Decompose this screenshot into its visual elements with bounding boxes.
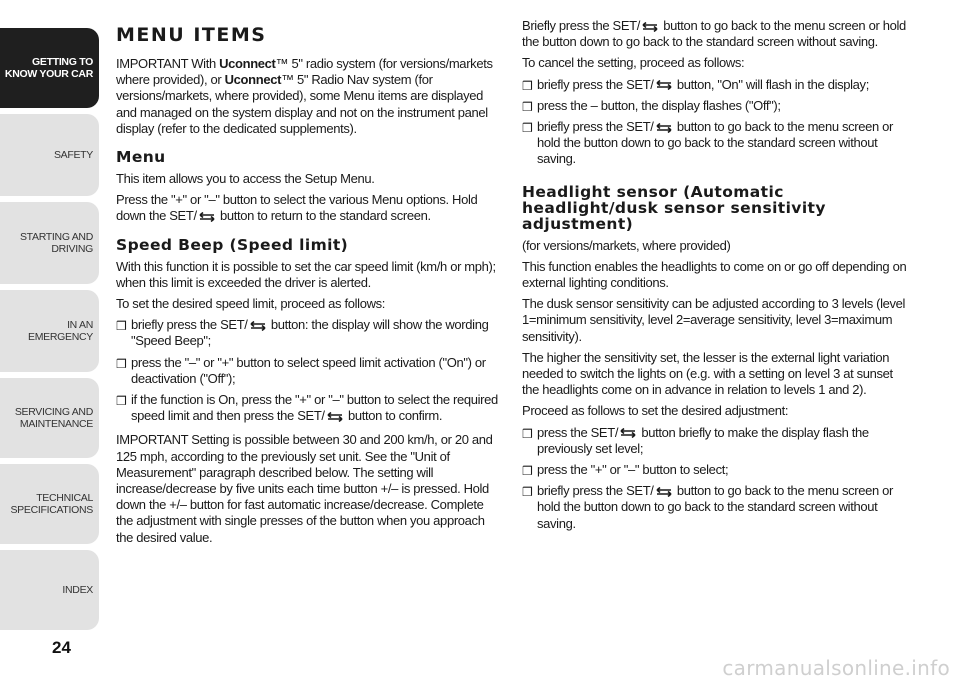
set-return-icon (640, 22, 660, 32)
tab-label: SAFETY (53, 149, 93, 161)
tab-starting-and-driving[interactable] (0, 202, 99, 284)
tab-label: INDEX (62, 584, 93, 596)
set-return-icon (654, 80, 674, 90)
headlight-sensor-heading: Headlight sensor (Automatic headlight/dusk sensor sensitivity adjustment) (522, 182, 826, 233)
paragraph: With this function it is possible to set the car speed limit (km/h or mph); when this limit is exceeded the driver is alerted. (116, 258, 496, 290)
set-return-icon (197, 212, 217, 222)
list-item: ❒ briefly press the SET/ button to go back to the menu screen or hold the button down to go back to the standard screen without saving. (522, 483, 894, 531)
checkbox-bullet-icon: ❒ (522, 121, 533, 136)
paragraph: Proceed as follows to set the desired adjustment: (522, 403, 789, 419)
tab-getting-to-know-your-car[interactable] (0, 28, 99, 108)
tab-label: IN AN EMERGENCY (28, 319, 93, 343)
checkbox-bullet-icon: ❒ (116, 394, 127, 409)
checkbox-bullet-icon: ❒ (522, 464, 533, 479)
watermark: carmanualsonline.info (722, 656, 950, 680)
list-item: ❒ briefly press the SET/ button: the display will show the wording "Speed Beep"; (116, 317, 489, 349)
checkbox-bullet-icon: ❒ (522, 485, 533, 500)
list-item: ❒ if the function is On, press the "+" or "–" button to select the required speed limit and then press the SET/ button to confirm. (116, 392, 498, 424)
paragraph: Briefly press the SET/ button to go back to the menu screen or hold the button down to go back to the standard screen without saving. (522, 18, 906, 50)
subheading-note: (for versions/markets, where provided) (522, 237, 731, 253)
checkbox-bullet-icon: ❒ (522, 78, 533, 93)
important-note: IMPORTANT Setting is possible between 30 and 200 km/h, or 20 and 125 mph, according to the previously set unit. See the "Unit of Measurement" paragraph described below. The setting will increase/decrease by five units each time button +/– is pressed. Hold down the +/– button for fast automatic increase/decrease. Complete the adjustment with single presses of the button when you approach the desired value. (116, 432, 493, 545)
checkbox-bullet-icon: ❒ (522, 426, 533, 441)
right-column (522, 18, 912, 537)
tab-label: GETTING TO KNOW YOUR CAR (4, 56, 93, 80)
set-return-icon (618, 428, 638, 438)
list-item: ❒ press the "+" or "–" button to select; (522, 462, 729, 479)
checkbox-bullet-icon: ❒ (116, 356, 127, 371)
checkbox-bullet-icon: ❒ (522, 99, 533, 114)
list-item: ❒ briefly press the SET/ button to go back to the menu screen or hold the button down to go back to the standard screen without saving. (522, 119, 894, 167)
left-column (116, 18, 500, 551)
set-return-icon (654, 123, 674, 133)
speed-beep-heading: Speed Beep (Speed limit) (116, 235, 349, 254)
tab-technical-specifications[interactable] (0, 464, 99, 544)
tab-label: SERVICING AND MAINTENANCE (14, 406, 93, 430)
paragraph: The dusk sensor sensitivity can be adjusted according to 3 levels (level 1=minimum sensitivity, level 2=average sensitivity, level 3=maximum sensitivity). (522, 296, 906, 344)
tab-safety[interactable] (0, 114, 99, 196)
checkbox-bullet-icon: ❒ (116, 319, 127, 334)
tab-index[interactable] (0, 550, 99, 630)
paragraph: Press the "+" or "–" button to select the various Menu options. Hold down the SET/ button to return to the standard screen. (116, 192, 478, 224)
tab-label: TECHNICAL SPECIFICATIONS (10, 492, 93, 516)
set-return-icon (248, 321, 268, 331)
section-title: MENU ITEMS (116, 24, 267, 46)
important-note: IMPORTANT With Uconnect™ 5" radio system (for versions/markets where provided), or Uconnect™ 5" Radio Nav system (for versions/markets, where provided), some Menu items are displayed and managed on the system display and not on the instrument panel display (refer to the dedicated supplements). (116, 56, 493, 136)
list-item: ❒ press the "–" or "+" button to select speed limit activation ("On") or deactivation ("Off"); (116, 354, 486, 386)
paragraph: This item allows you to access the Setup Menu. (116, 171, 375, 187)
paragraph: To cancel the setting, proceed as follows: (522, 55, 745, 71)
tab-servicing-and-maintenance[interactable] (0, 378, 99, 458)
list-item: ❒ press the – button, the display flashes ("Off"); (522, 97, 781, 114)
set-return-icon (325, 412, 345, 422)
paragraph: To set the desired speed limit, proceed as follows: (116, 296, 386, 312)
paragraph: The higher the sensitivity set, the lesser is the external light variation needed to switch the lights on (e.g. with a setting on level 3 at sunset the headlights come on in advance in relation to levels 1 and 2). (522, 349, 893, 398)
paragraph: This function enables the headlights to come on or go off depending on external lighting conditions. (522, 258, 907, 291)
list-item: ❒ press the SET/ button briefly to make the display flash the previously set level; (522, 424, 869, 456)
page-number: 24 (52, 638, 71, 657)
menu-heading: Menu (116, 148, 166, 167)
tab-in-an-emergency[interactable] (0, 290, 99, 372)
set-return-icon (654, 487, 674, 497)
list-item: ❒ briefly press the SET/ button, "On" will flash in the display; (522, 76, 869, 93)
tab-label: STARTING AND DRIVING (19, 231, 93, 255)
